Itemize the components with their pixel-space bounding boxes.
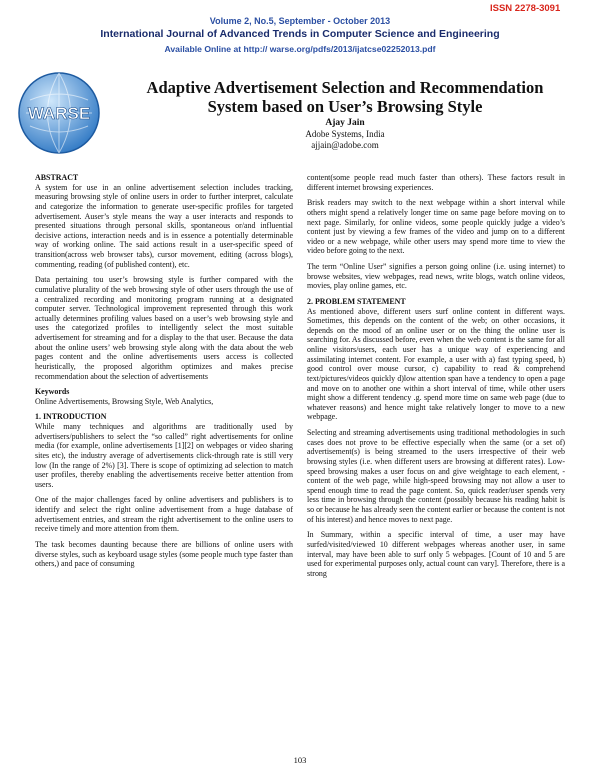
page-number: 103	[293, 755, 307, 765]
body-paragraph: content(some people read much faster than others). These factors result in different internet browsing experiences.	[307, 173, 565, 192]
author-name: Ajay Jain	[325, 118, 365, 128]
author-affiliation: Adobe Systems, India	[305, 129, 385, 139]
volume-line: Volume 2, No.5, September - October 2013	[209, 16, 391, 26]
problem-statement-heading: 2. PROBLEM STATEMENT	[307, 296, 406, 306]
body-paragraph: As mentioned above, different users surf online content in different ways. Sometimes, this depends on the content of the web; on other occasions, it depends on the mood of an online user or on the thing the online user is searching for. As discussed before, even when the web content is the same for all online visitors/users, each user has a unique way of experiencing and assimilating internet content. For example, a user with a) fast typing speed, b) good control over mouse cursor, c) capability to read & comprehend text/pictures/videos quickly d)low attention span have a tendency to open a page and move on to another one within a short interval of time, while other users might show a different tendency .g. spend more time on same web page (due to whatever reasons) and hence might take relatively longer to move to a new webpage.	[307, 306, 565, 422]
paper-title	[110, 78, 580, 116]
introduction-paragraph: The task becomes daunting because there are billions of online users with diverse styles, such as keyboard usage styles (some people much type faster than others,) and pace of consuming	[35, 539, 293, 569]
abstract-paragraph: Data pertaining tou user’s browsing style is further compared with the cumulative plurality of the web browsing style of other users through the use of a centralized recording and monitoring program running at a designated computer server. Technological improvement represented through this work actually determines profiling values based on a user’s web browsing style and uses the categorized profiles to intelligently select the most suitable advertisement for streaming and for a display to the that user. Because the data about the online users’ web browsing style along with the data about the web pages content and the online advertisements users access is collected heuristically, the proposed algorithm optimizes and makes precise recommendation about the selection of advertisements	[35, 275, 293, 381]
keywords-heading: Keywords	[35, 387, 70, 397]
left-column	[35, 173, 293, 575]
abstract-heading: ABSTRACT	[35, 173, 79, 182]
author-email[interactable]: ajjain@adobe.com	[311, 140, 379, 150]
body-paragraph: Brisk readers may switch to the next webpage within a short interval while others might spend a relatively longer time on same page before moving on to next page. Similarly, for online videos, some people quickly judge a video’s content just by viewing a few frames of the video and jump on to a different video or a new webpage, while other users may spend more time to view the video before going to the next.	[307, 198, 565, 256]
right-column	[307, 173, 565, 584]
logo-text: WARSE	[27, 104, 91, 123]
available-online-link[interactable]: Available Online at http:// warse.org/pdfs/2013/ijatcse02252013.pdf	[164, 44, 436, 54]
introduction-paragraph: One of the major challenges faced by online advertisers and publishers is to identify and select the right online advertisement from a huge database of advertisement entries, and stream the right advertisement to the online users to receive timely and more attention from them.	[35, 495, 293, 534]
introduction-heading: 1. INTRODUCTION	[35, 412, 107, 422]
introduction-paragraph: While many techniques and algorithms are traditionally used by advertisers/publishers to select the “so called” right advertisements for online media (for example, online advertisements [1][2] on webpages or video sharing sites etc), the industry average of advertisements click-through rate is still very low (In the range of 2%) [3]. There is scope of optimizing ad selection to match user profiles, thereby enabling the advertisements receive better attention from users.	[35, 422, 293, 489]
title-line-1: Adaptive Advertisement Selection and Recommendation	[146, 78, 544, 97]
body-paragraph: Selecting and streaming advertisements using traditional methodologies in such cases does not prove to be effective especially when the same (or a set of) advertisement(s) is being streamed to the users irrespective of their web browsing styles (i.e. when different users are browsing at different rates). Low-speed browsing makes a user focus on and give weightage to each element, - content of the web page, while high-speed browsing may not allow a user to spend enough time to read the page content. So, quick reader/user spends very less time in browsing through the content (possibly because his reading habit is so or because he has already seen the content earlier or because the content is not of his interest) and hence moves to next page.	[307, 428, 565, 524]
keywords-text: Online Advertisements, Browsing Style, Web Analytics,	[35, 396, 214, 406]
abstract-paragraph: A system for use in an online advertisement selection includes tracking, measuring browsing style of online users in order to further interpret, calculate and categorize the information to generate user-specific profiles for targeted advertisement. Auser’s style means the way a user interacts and responds to presented situations through personal skills, spontaneous or/and influential decisive actions, interaction needs and is in essence a potentially determinable way of working online. The said actions result in a user-specific speed of transition(across web browser tabs), cursor movement, editing (across blogs), commenting, reading (of published content), etc.	[35, 182, 293, 269]
warse-logo	[16, 70, 102, 156]
journal-title: International Journal of Advanced Trends in Computer Science and Engineering	[100, 28, 500, 40]
body-paragraph: The term “Online User” signifies a person going online (i.e. using internet) to browse websites, view webpages, read news, write blogs, watch online videos, movies, play online games, etc.	[307, 262, 565, 291]
issn-label: ISSN 2278-3091	[490, 3, 561, 14]
body-paragraph: In Summary, within a specific interval of time, a user may have surfed/visited/viewed 10 different webpages whereas another user, in same interval, may have been able to surf only 5 webpages. [Count of 10 and 5 are used for experimental purposes only, actual count can vary]. Therefore, there is a strong	[307, 530, 565, 578]
title-line-2: System based on User’s Browsing Style	[207, 97, 483, 116]
